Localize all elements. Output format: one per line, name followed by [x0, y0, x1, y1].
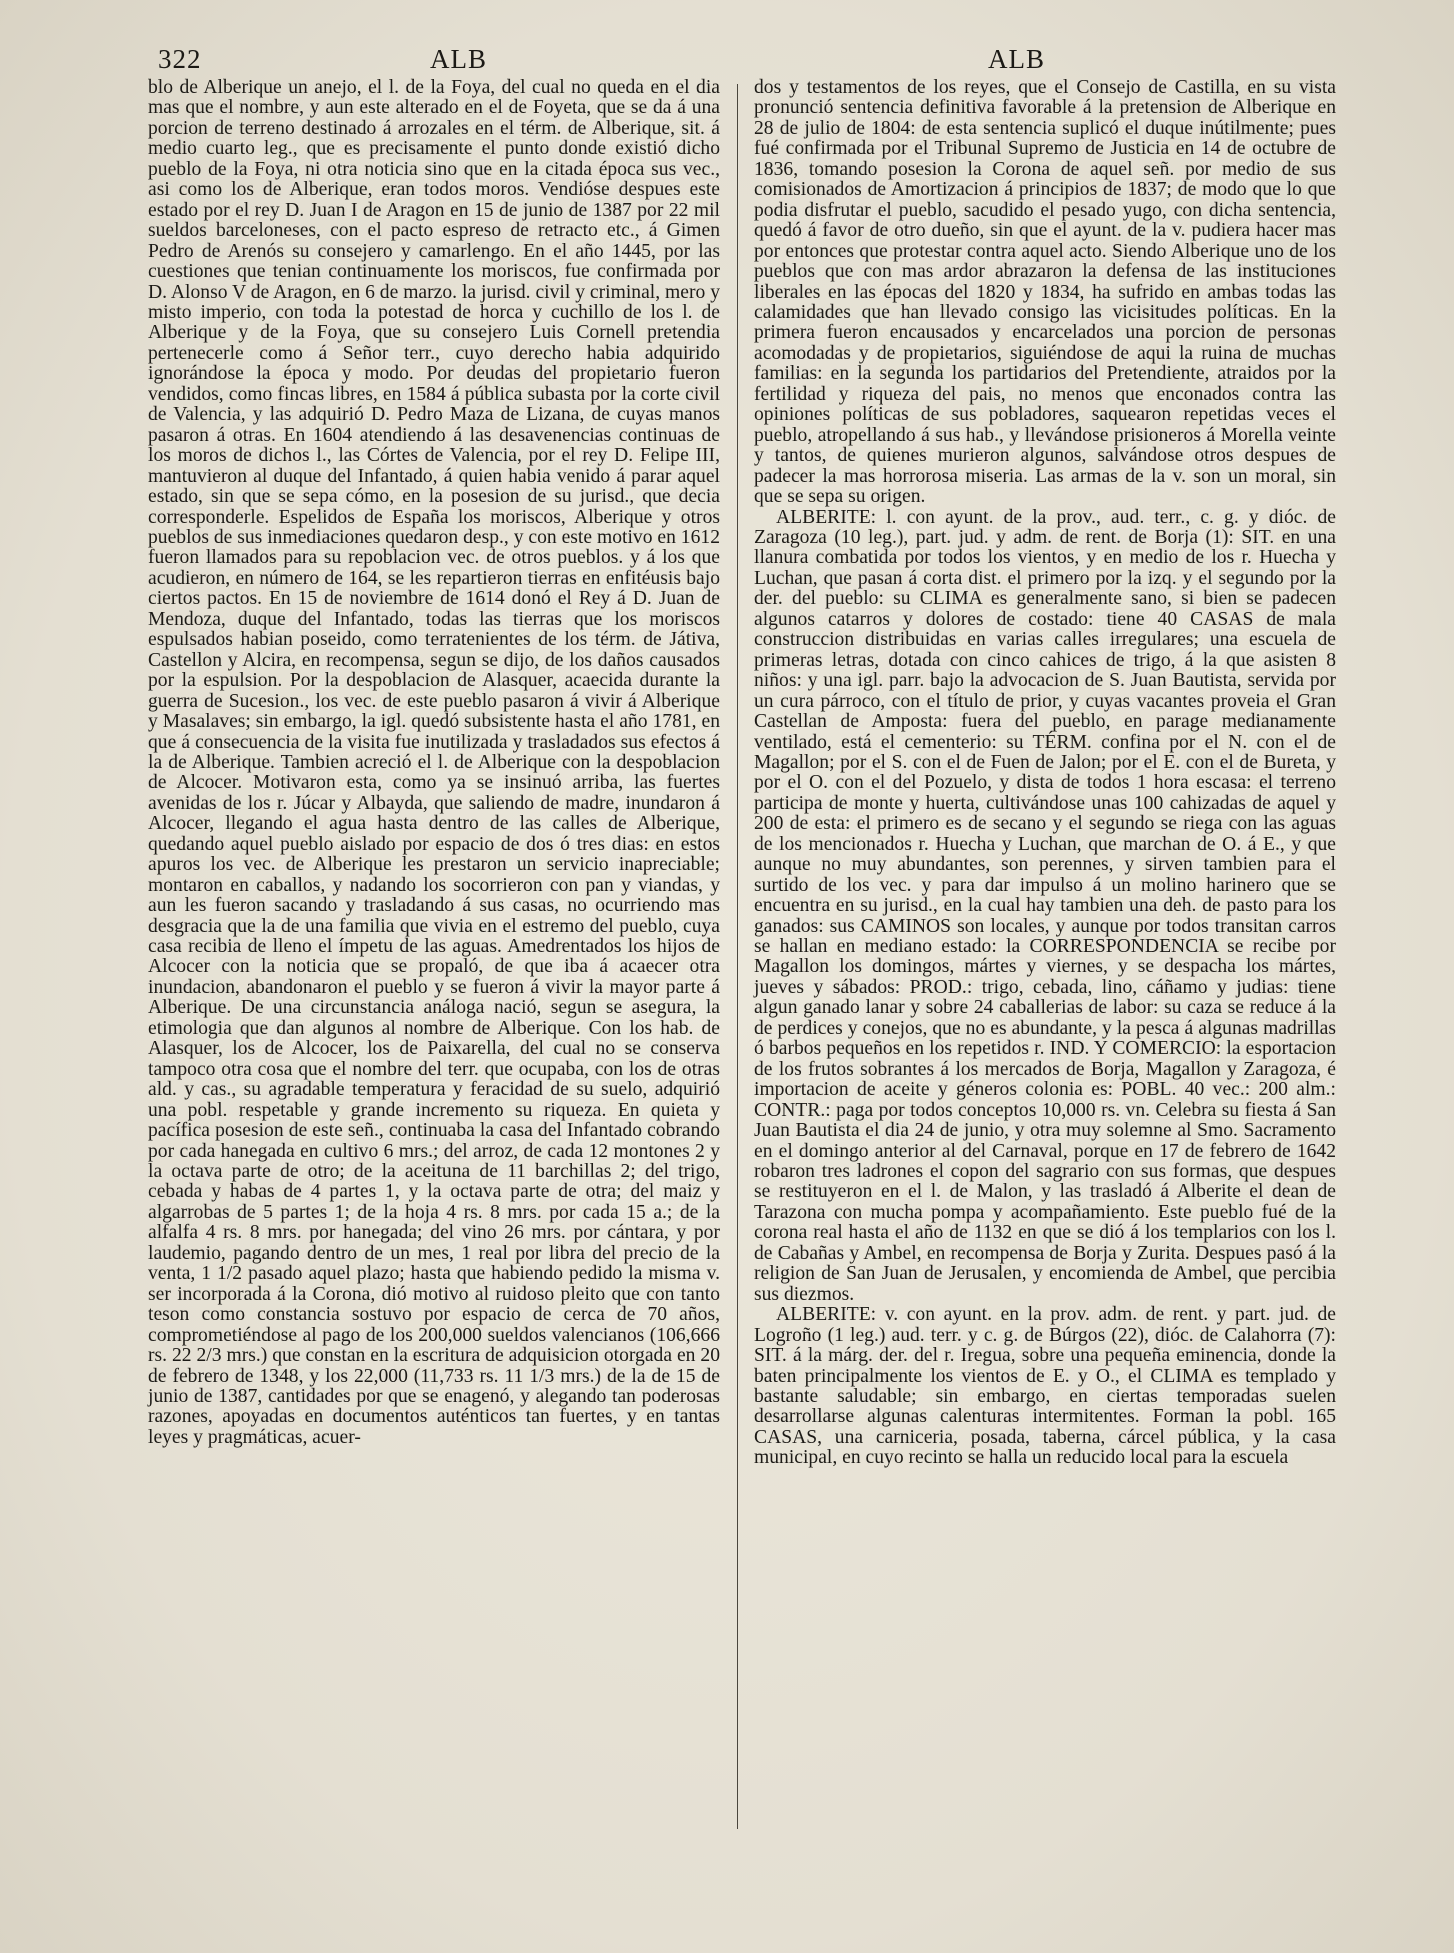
left-column-text: blo de Alberique un anejo, el l. de la Foya, del cual no queda en el dia mas que el nombre, y aun este alterado en el de Foyeta, que se da á una porcion de terreno destinado á arrozales en el térm. de Alberique, sit. á medio cuarto leg., que es precisamente el punto donde existió dicho pueblo de la Foya, ni otra noticia sino que en la citada época sus vec., asi como los de Alberique, eran todos moros. Vendióse despues este estado por el rey D. Juan I de Aragon en 15 de junio de 1387 por 22 mil sueldos barceloneses, con el pacto espreso de retracto etc., á Gimen Pedro de Arenós su consejero y camarlengo. En el año 1445, por las cuestiones que tenian continuamente los moriscos, fue confirmada por D. Alonso V de Aragon, en 6 de marzo. la jurisd. civil y criminal, mero y misto imperio, con toda la potestad de horca y cuchillo de los l. de Alberique y de la Foya, que su consejero Luis Cornell pretendia pertenecerle como á Señor terr., cuyo derecho habia adquirido ignorándose la época y modo. Por deudas del propietario fueron vendidos, como fincas libres, en 1584 á pública subasta por la corte civil de Valencia, y las adquirió D. Pedro Maza de Lizana, de cuyas manos pasaron á otras. En 1604 atendiendo á las desavenencias continuas de los moros de dichos l., las Córtes de Valencia, por el rey D. Felipe III, mantuvieron al duque del Infantado, á quien habia venido á parar aquel estado, sin que se sepa cómo, en la posesion de su jurisd., que decia corresponderle. Espelidos de España los moriscos, Alberique y otros pueblos de sus inmediaciones quedaron desp., y con este motivo en 1612 fueron llamados para su repoblacion vec. de otros pueblos. y á los que acudieron, en número de 164, se les repartieron tierras en enfitéusis bajo ciertos pactos. En 15 de noviembre de 1614 donó el Rey á D. Juan de Mendoza, duque del Infantado, todas las tierras que los moriscos espulsados habian poseido, como terratenientes de los térm. de Játiva, Castellon y Alcira, en recompensa, segun se dijo, de los daños causados por la espulsion. Por la despoblacion de Alasquer, acaecida durante la guerra de Sucesion., los vec. de este pueblo pasaron á vivir á Alberique y Masalaves; sin embargo, la igl. quedó subsistente hasta el año 1781, en que á consecuencia de la visita fue inutilizada y trasladados sus efectos á la de Alberique. Tambien acreció el l. de Alberique con la despoblacion de Alcocer. Motivaron esta, como ya se insinuó arriba, las fuertes avenidas de los r. Júcar y Albayda, que saliendo de madre, inundaron á Alcocer, llegando el agua hasta dentro de las calles de Alberique, quedando aquel pueblo aislado por espacio de dos ó tres dias: en estos apuros los vec. de Alberique les prestaron un servicio inapreciable; montaron en caballos, y nadando los socorrieron con pan y viandas, y aun les fueron sacando y trasladando á sus casas, no ocurriendo mas desgracia que la de una familia que vivia en el estremo del pueblo, cuya casa recibia de lleno el ímpetu de las aguas. Amedrentados los hijos de Alcocer con la noticia que se propaló, de que iba á acaecer otra inundacion, abandonaron el pueblo y se fueron á vivir la mayor parte á Alberique. De una circunstancia análoga nació, segun se asegura, la etimologia que dan algunos al nombre de Alberique. Con los hab. de Alasquer, los de Alcocer, los de Paixarella, del cual no se conserva tampoco otra cosa que el nombre del terr. que ocupaba, con los de otras ald. y cas., su agradable temperatura y feracidad de su suelo, adquirió una pobl. respetable y grande incremento su riqueza. En quieta y pacífica posesion de este señ., continuaba la casa del Infantado cobrando por cada hanegada en cultivo 6 mrs.; del arroz, de cada 12 montones 2 y la octava parte de otro; de la aceituna de 11 barchillas 2; del trigo, cebada y habas de 4 partes 1, y la octava parte de otra; del maiz y algarrobas de 5 partes 1; de la hoja 4 rs. 8 mrs. por cada 15 a.; de la alfalfa 4 rs. 8 mrs. por hanegada; del vino 26 mrs. por cántara, y por laudemio, pagando dentro de un mes, 1 real por libra del precio de la venta, 1 1/2 pasado aquel plazo; hasta que habiendo pedido la misma v. ser incorporada á la Corona, dió motivo al ruidoso pleito que con tanto teson como constancia sostuvo por espacio de cerca de 70 años, comprometiéndose al pago de los 200,000 sueldos valencianos (106,666 rs. 22 2/3 mrs.) que constan en la escritura de adquisicion otorgada en 20 de febrero de 1348, y los 22,000 (11,733 rs. 11 1/3 mrs.) de la de 15 de junio de 1387, cantidades por que se enagenó, y alegando tan poderosas razones, apoyadas en documentos auténticos tan fuertes, y en tantas leyes y pragmáticas, acuer- [148, 77, 720, 1448]
right-column [754, 78, 1336, 1469]
right-column-continuation: dos y testamentos de los reyes, que el Consejo de Castilla, en su vista pronunció sentencia definitiva favorable á la pretension de Alberique en 28 de julio de 1804: de esta sentencia suplicó el duque inútilmente; pues fué confirmada por el Tribunal Supremo de Justicia en 14 de octubre de 1836, tomando posesion la Corona de aquel señ. por medio de sus comisionados de Amortizacion á principios de 1837; de modo que lo que podia disfrutar el pueblo, sacudido el pesado yugo, con dicha sentencia, quedó á favor de otro dueño, sin que el ayunt. de la v. pudiera hacer mas por entonces que protestar contra aquel acto. Siendo Alberique uno de los pueblos que con mas ardor abrazaron la defensa de las instituciones liberales en las épocas del 1820 y 1834, ha sufrido en ambas todas las calamidades que han llevado consigo las vicisitudes políticas. En la primera fueron encausados y encarcelados una porcion de personas acomodadas y de propietarios, siguiéndose de aqui la ruina de muchas familias: en la segunda los partidarios del Pretendiente, atraidos por la fertilidad y riqueza del pais, no menos que enconados contra las opiniones políticas de sus pobladores, saquearon repetidas veces el pueblo, atropellando á sus hab., y llevándose prisioneros á Morella veinte y tantos, de quienes murieron algunos, salvándose otros despues de padecer la mas horrorosa miseria. Las armas de la v. son un moral, sin que se sepa su origen. [754, 77, 1336, 508]
running-head-left: ALB [430, 44, 487, 74]
entry-alberite-zaragoza: ALBERITE: l. con ayunt. de la prov., aud. terr., c. g. y dióc. de Zaragoza (10 leg.), part. jud. y adm. de rent. de Borja (1): SIT. en una llanura combatida por todos los vientos, y en medio de los r. Huecha y Luchan, que pasan á corta dist. el primero por la izq. y el segundo por la der. del pueblo: su CLIMA es generalmente sano, si bien se padecen algunos catarros y dolores de costado: tiene 40 CASAS de mala construccion distribuidas en varias calles irregulares; una escuela de primeras letras, dotada con cinco cahices de trigo, á la que asisten 8 niños: y una igl. parr. bajo la advocacion de S. Juan Bautista, servida por un cura párroco, con el título de prior, y cuyas vacantes proveia el Gran Castellan de Amposta: fuera del pueblo, en parage medianamente ventilado, está el cementerio: su TÉRM. confina por el N. con el de Magallon; por el S. con el de Fuen de Jalon; por el E. con el de Bureta, y por el O. con el del Pozuelo, y dista de todos 1 hora escasa: el terreno participa de monte y huerta, cultivándose unas 100 cahizadas de aquel y 200 de esta: el primero es de secano y el segundo se riega con las aguas de los mencionados r. Huecha y Luchan, que marchan de O. á E., y que aunque no muy abundantes, son perennes, y sirven tambien para el surtido de los vec. y para dar impulso á un molino harinero que se encuentra en su jurisd., en la cual hay tambien una deh. de pasto para los ganados: sus CAMINOS son locales, y aunque por todos transitan carros se hallan en mediano estado: la CORRESPONDENCIA se recibe por Magallon los domingos, mártes y viernes, y se despacha los mártes, jueves y sábados: PROD.: trigo, cebada, lino, cáñamo y judias: tiene algun ganado lanar y sobre 24 caballerias de labor: su caza se reduce á la de perdices y conejos, que no es abundante, y la pesca á algunas madrillas ó barbos pequeños en los repetidos r. IND. Y COMERCIO: la esportacion de los frutos sobrantes á los mercados de Borja, Magallon y Zaragoza, é importacion de aceite y géneros colonia es: POBL. 40 vec.: 200 alm.: CONTR.: paga por todos conceptos 10,000 rs. vn. Celebra su fiesta á San Juan Bautista el dia 24 de junio, y otra muy solemne al Smo. Sacramento en el domingo anterior al del Carnaval, porque en 17 de febrero de 1642 robaron tres ladrones el copon del sagrario con sus formas, que despues se restituyeron en el l. de Malon, y las trasladó á Alberite el dean de Tarazona con mucha pompa y acompañamiento. Este pueblo fué de la corona real hasta el año de 1132 en que se dió á los templarios con los l. de Cabañas y Ambel, en recompensa de Borja y Zurita. Despues pasó á la religion de San Juan de Jerusalen, y encomienda de Ambel, que percibia sus diezmos. [754, 506, 1336, 1305]
left-column [148, 78, 720, 1448]
page-number: 322 [158, 44, 202, 74]
running-head-right: ALB [988, 44, 1045, 74]
entry-alberite-logrono: ALBERITE: v. con ayunt. en la prov. adm. de rent. y part. jud. de Logroño (1 leg.) aud. terr. y c. g. de Búrgos (22), dióc. de Calahorra (7): SIT. á la márg. der. del r. Iregua, sobre una pequeña eminencia, donde la baten principalmente los vientos de E. y O., el CLIMA es templado y bastante saludable; sin embargo, en ciertas temporadas suelen desarrollarse algunas calenturas intermitentes. Forman la pobl. 165 CASAS, una carniceria, posada, taberna, cárcel pública, y la casa municipal, en cuyo recinto se halla un reducido local para la escuela [754, 1304, 1336, 1469]
column-divider [737, 84, 738, 1829]
